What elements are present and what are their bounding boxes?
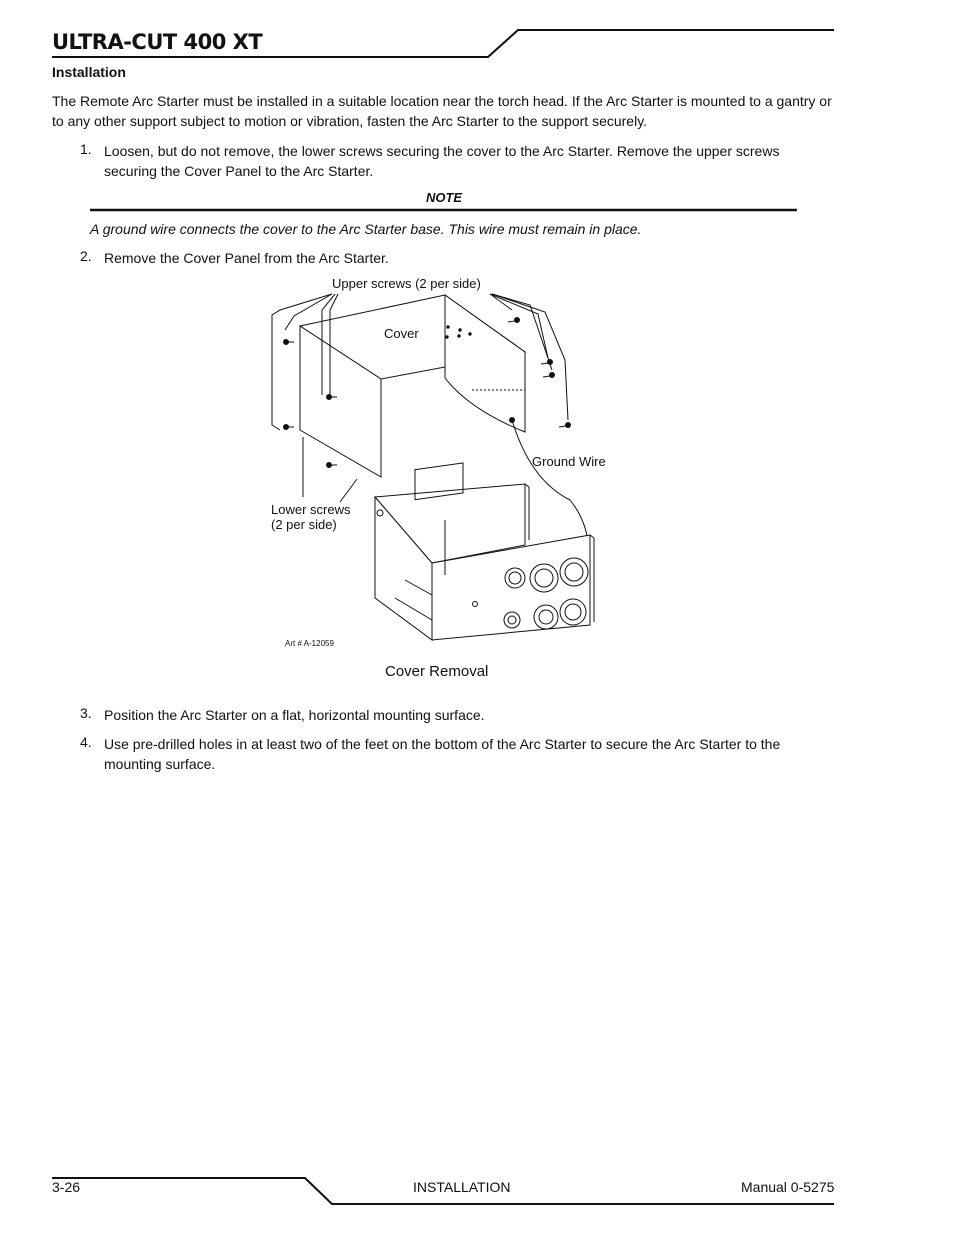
label-ground-wire: Ground Wire <box>532 454 606 469</box>
label-upper-screws: Upper screws (2 per side) <box>332 276 481 291</box>
step-2-number: 2. <box>80 248 92 264</box>
label-lower-screws: Lower screws <box>271 502 351 517</box>
section-heading: Installation <box>52 64 126 80</box>
footer-page-number: 3-26 <box>52 1179 81 1195</box>
step-1-number: 1. <box>80 141 92 157</box>
label-cover: Cover <box>384 326 419 341</box>
note-text: A ground wire connects the cover to the Arc Starter base. This wire must remain in place. <box>90 221 642 237</box>
figure-caption: Cover Removal <box>385 663 489 680</box>
step-2-text: Remove the Cover Panel from the Arc Starter. <box>104 250 389 266</box>
step-1-text: Loosen, but do not remove, the lower screws securing the cover to the Arc Starter. Remove the upper screws securing the Cover Panel to the Arc Starter. <box>104 143 780 179</box>
note-label: NOTE <box>425 190 463 205</box>
art-number: Art # A-12059 <box>285 639 334 648</box>
step-4-number: 4. <box>80 734 92 750</box>
step-4-text: Use pre-drilled holes in at least two of the feet on the bottom of the Arc Starter to secure the Arc Starter to the mounting surface. <box>104 736 781 772</box>
step-3-text: Position the Arc Starter on a flat, horizontal mounting surface. <box>104 707 485 723</box>
document-title: ULTRA-CUT 400 XT <box>52 30 263 54</box>
cover-right-panel <box>445 295 525 432</box>
intro-paragraph: The Remote Arc Starter must be installed in a suitable location near the torch head. If the Arc Starter is mounted to a gantry or to any other support subject to motion or vibration, fasten the Arc Starter to the support securely. <box>52 93 832 129</box>
step-3-number: 3. <box>80 705 92 721</box>
label-lower-screws-count: (2 per side) <box>271 517 337 532</box>
footer-manual-number: Manual 0-5275 <box>741 1179 835 1195</box>
footer-section: INSTALLATION <box>413 1179 511 1195</box>
